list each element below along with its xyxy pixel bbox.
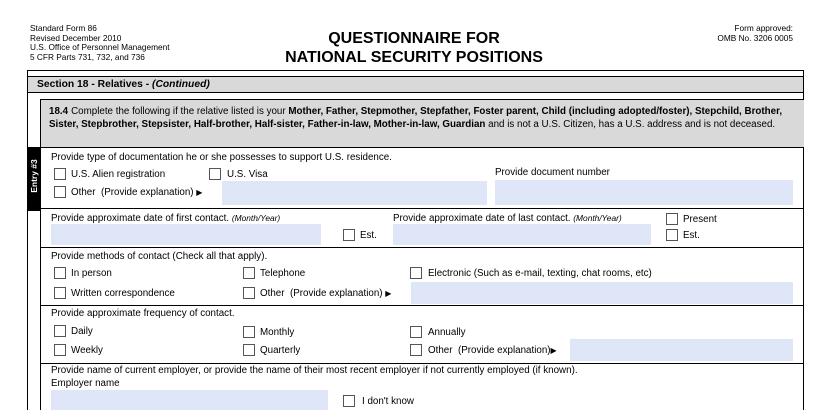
form-approval: Form approved: OMB No. 3206 0005	[717, 23, 793, 43]
documentation-other-label: Other (Provide explanation) ▶	[71, 187, 203, 198]
telephone-checkbox[interactable]	[243, 267, 255, 279]
monthly-checkbox[interactable]	[243, 326, 255, 338]
telephone-label: Telephone	[260, 268, 306, 279]
quarterly-checkbox[interactable]	[243, 344, 255, 356]
document-number-field[interactable]	[495, 180, 793, 205]
daily-checkbox[interactable]	[54, 325, 66, 337]
triangle-right-icon: ▶	[385, 289, 392, 298]
documentation-other-checkbox[interactable]	[54, 186, 66, 198]
documentation-explanation-field[interactable]	[222, 181, 487, 205]
visa-checkbox[interactable]	[209, 168, 221, 180]
daily-label: Daily	[71, 326, 93, 337]
visa-label: U.S. Visa	[227, 169, 268, 180]
last-contact-label: Provide approximate date of last contact. (Month/Year)	[393, 213, 622, 224]
alien-registration-label: U.S. Alien registration	[71, 169, 166, 180]
frequency-prompt: Provide approximate frequency of contact.	[51, 308, 235, 319]
last-contact-est-label: Est.	[683, 230, 700, 241]
weekly-checkbox[interactable]	[54, 344, 66, 356]
methods-explanation-field[interactable]	[411, 282, 793, 304]
frequency-explanation-field[interactable]	[570, 339, 793, 361]
employer-name-field[interactable]	[51, 390, 328, 410]
instructions-box: 18.4 Complete the following if the relative listed is your Mother, Father, Stepmother, Stepfather, Foster parent, Child (including adopted/foster), Stepchild, Brother, Sister, Stepbrother, Stepsister, Half-brother, Half-sister, Father-in-law, Mother-in-law, Guardian and is not a U.S. Citizen, has a U.S. address and is not deceased.	[40, 99, 804, 147]
present-checkbox[interactable]	[666, 213, 678, 225]
entry-tab: Entry #3	[27, 147, 40, 211]
form-agency: U.S. Office of Personnel Management	[30, 42, 170, 53]
annually-checkbox[interactable]	[410, 326, 422, 338]
methods-other-checkbox[interactable]	[243, 287, 255, 299]
first-contact-date-field[interactable]	[51, 224, 321, 245]
form-number: Standard Form 86	[30, 23, 97, 33]
documentation-prompt: Provide type of documentation he or she possesses to support U.S. residence.	[51, 152, 392, 163]
in-person-checkbox[interactable]	[54, 267, 66, 279]
written-correspondence-label: Written correspondence	[71, 288, 175, 299]
weekly-label: Weekly	[71, 345, 103, 356]
form-revision: Revised December 2010	[30, 32, 122, 43]
page-title: QUESTIONNAIRE FOR NATIONAL SECURITY POSITIONS	[285, 30, 543, 66]
employer-dont-know-label: I don't know	[362, 396, 414, 407]
alien-registration-checkbox[interactable]	[54, 168, 66, 180]
divider	[40, 147, 41, 410]
last-contact-est-checkbox[interactable]	[666, 229, 678, 241]
electronic-label: Electronic (Such as e-mail, texting, chat rooms, etc)	[428, 268, 652, 279]
methods-prompt: Provide methods of contact (Check all that apply).	[51, 251, 268, 262]
quarterly-label: Quarterly	[260, 345, 301, 356]
present-label: Present	[683, 214, 717, 225]
divider	[40, 147, 804, 148]
written-correspondence-checkbox[interactable]	[54, 287, 66, 299]
question-number: 18.4	[49, 106, 69, 117]
form-identifier	[30, 24, 170, 62]
triangle-right-icon: ▶	[550, 346, 557, 355]
annually-label: Annually	[428, 327, 466, 338]
section-header: Section 18 - Relatives - (Continued)	[28, 76, 803, 93]
relative-list: Mother, Father, Stepmother, Stepfather, Foster parent, Child (including adopted/foster), Stepchild, Brother, Sister, Stepbrother, Stepsister, Half-brother, Half-sister, Father-in-law, Mother-in-law, Guardian	[49, 106, 783, 130]
divider	[40, 363, 804, 364]
document-number-label: Provide document number	[495, 167, 610, 178]
in-person-label: In person	[71, 268, 112, 279]
first-contact-est-checkbox[interactable]	[343, 229, 355, 241]
triangle-right-icon: ▶	[196, 188, 203, 197]
form-cfr: 5 CFR Parts 731, 732, and 736	[30, 51, 145, 62]
frequency-other-checkbox[interactable]	[410, 344, 422, 356]
methods-other-label: Other (Provide explanation) ▶	[260, 288, 392, 299]
divider	[40, 208, 804, 209]
divider	[40, 305, 804, 306]
monthly-label: Monthly	[260, 327, 295, 338]
divider	[40, 247, 804, 248]
first-contact-label: Provide approximate date of first contact. (Month/Year)	[51, 213, 281, 224]
electronic-checkbox[interactable]	[410, 267, 422, 279]
employer-dont-know-checkbox[interactable]	[343, 395, 355, 407]
first-contact-est-label: Est.	[360, 230, 377, 241]
frequency-other-label: Other (Provide explanation)▶	[428, 345, 557, 356]
last-contact-date-field[interactable]	[393, 224, 651, 245]
employer-name-label: Employer name	[51, 378, 120, 389]
employer-prompt: Provide name of current employer, or provide the name of their most recent employer if not currently employed (if known).	[51, 365, 578, 376]
